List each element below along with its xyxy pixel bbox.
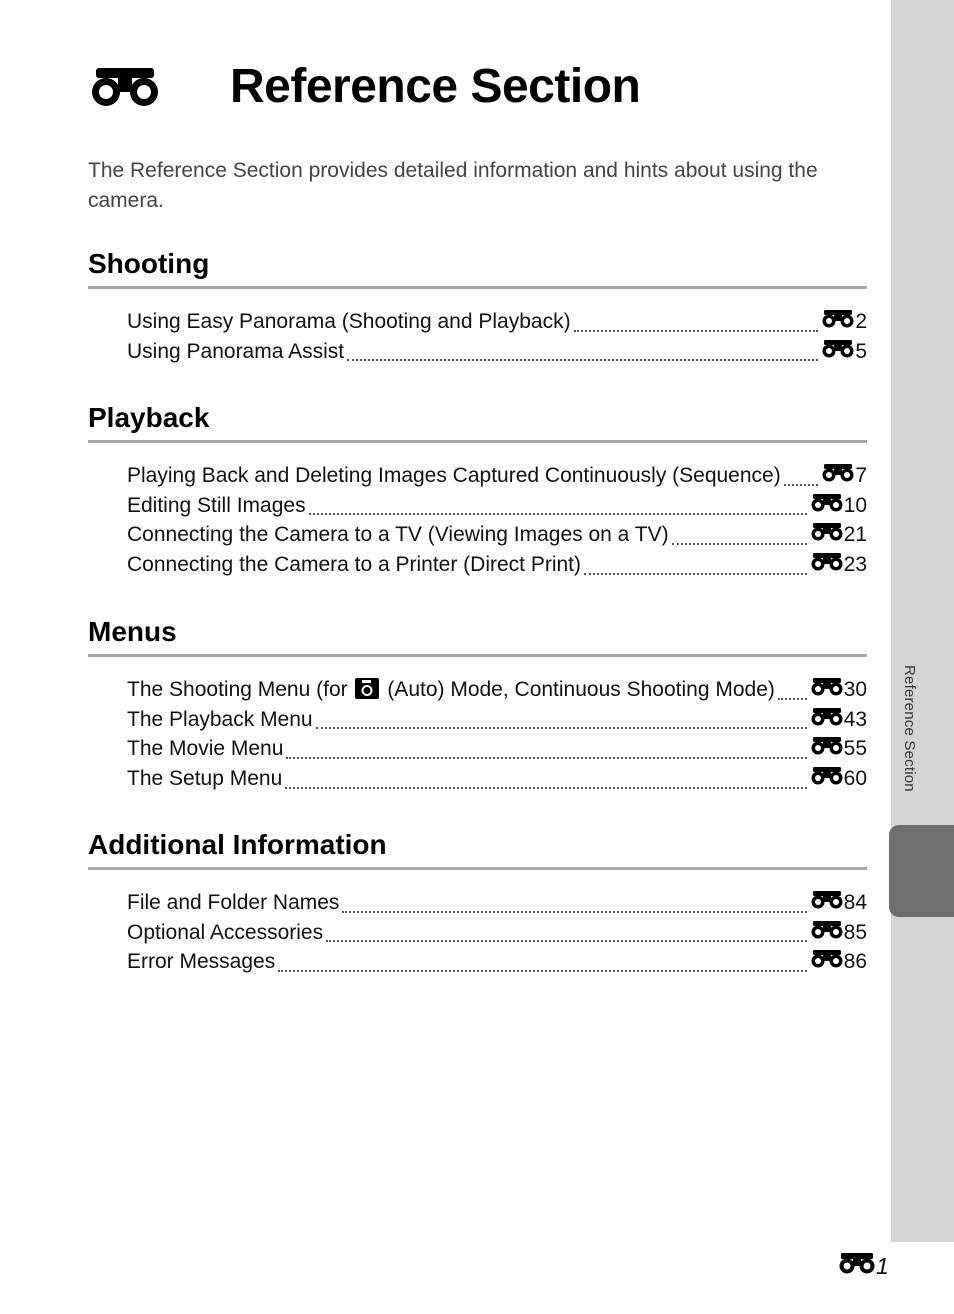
page-header bbox=[88, 56, 640, 116]
toc-page-ref bbox=[810, 677, 867, 702]
side-index-tab[interactable] bbox=[889, 825, 954, 917]
toc-entry-title: Error Messages bbox=[127, 950, 276, 974]
toc-list bbox=[88, 677, 867, 796]
binoculars-icon bbox=[810, 677, 844, 696]
section-playback bbox=[88, 400, 867, 582]
section-menus bbox=[88, 614, 867, 796]
toc-entry-title: Playing Back and Deleting Images Captured Continuously (Sequence) bbox=[127, 464, 781, 487]
side-tab-label: Reference Section bbox=[901, 665, 918, 792]
toc-entry[interactable] bbox=[127, 766, 867, 796]
toc-leader-dots bbox=[285, 786, 806, 789]
toc-entry-title: Connecting the Camera to a Printer (Direct Print) bbox=[127, 553, 582, 577]
toc-leader-dots bbox=[784, 483, 819, 486]
toc-entry[interactable] bbox=[127, 309, 867, 339]
side-index-bar bbox=[891, 0, 954, 1242]
toc-page-ref bbox=[821, 309, 867, 334]
section-heading: Menus bbox=[88, 614, 867, 657]
intro-paragraph: The Reference Section provides detailed information and hints about using the camera. bbox=[88, 159, 818, 212]
toc-page-number: 86 bbox=[843, 950, 867, 974]
toc-page-number: 84 bbox=[843, 891, 867, 914]
binoculars-icon bbox=[810, 522, 844, 541]
toc-entry[interactable] bbox=[127, 707, 867, 737]
toc-entry[interactable] bbox=[127, 677, 867, 707]
toc-entry-title: The Setup Menu bbox=[127, 767, 283, 791]
page-title: Reference Section bbox=[230, 59, 641, 113]
toc-entry-title bbox=[127, 678, 775, 702]
toc-leader-dots bbox=[584, 572, 807, 575]
toc-page-ref bbox=[821, 339, 867, 364]
toc-leader-dots bbox=[574, 329, 819, 332]
toc-page-ref bbox=[810, 493, 867, 518]
toc-page-number: 55 bbox=[843, 737, 867, 761]
toc-entry[interactable] bbox=[127, 920, 867, 950]
binoculars-icon bbox=[810, 890, 844, 909]
toc-page-number: 30 bbox=[843, 678, 867, 701]
toc-leader-dots bbox=[342, 910, 806, 913]
toc-entry-title: Using Panorama Assist bbox=[127, 339, 345, 363]
toc-entry[interactable] bbox=[127, 339, 867, 369]
toc-entry[interactable] bbox=[127, 890, 867, 920]
toc-entry-title-part: The Shooting Menu (for bbox=[127, 678, 348, 701]
toc-entry-title: The Playback Menu bbox=[127, 707, 313, 731]
toc-leader-dots bbox=[347, 358, 818, 361]
toc-entry-title-part: (Auto) Mode, Continuous Shooting Mode) bbox=[387, 678, 775, 701]
toc-page-number: 85 bbox=[843, 920, 867, 944]
toc-page-ref bbox=[810, 522, 867, 547]
toc-page-ref bbox=[810, 920, 867, 945]
binoculars-icon bbox=[821, 463, 855, 482]
toc-page-ref bbox=[810, 707, 867, 732]
toc-page-number: 10 bbox=[843, 493, 867, 517]
toc-page-ref bbox=[810, 890, 867, 915]
toc-entry[interactable] bbox=[127, 736, 867, 766]
binoculars-icon bbox=[810, 552, 844, 571]
binoculars-icon bbox=[810, 766, 844, 785]
toc-page-ref bbox=[810, 949, 867, 974]
toc-entry[interactable] bbox=[127, 493, 867, 523]
binoculars-icon bbox=[88, 62, 162, 110]
binoculars-icon bbox=[810, 493, 844, 512]
toc-page-number: 2 bbox=[855, 310, 867, 333]
binoculars-icon bbox=[810, 949, 844, 968]
page-number-value: 1 bbox=[876, 1253, 889, 1279]
section-shooting bbox=[88, 246, 867, 368]
toc-page-number: 43 bbox=[843, 707, 867, 731]
toc-leader-dots bbox=[316, 726, 807, 729]
toc-list bbox=[88, 890, 867, 979]
toc-list bbox=[88, 463, 867, 582]
toc-entry-title: The Movie Menu bbox=[127, 737, 284, 761]
toc-page-ref bbox=[810, 736, 867, 761]
toc-entry-title: File and Folder Names bbox=[127, 891, 340, 914]
toc-page-ref bbox=[810, 552, 867, 577]
toc-leader-dots bbox=[672, 542, 807, 545]
toc-leader-dots bbox=[278, 969, 806, 972]
binoculars-icon bbox=[838, 1252, 876, 1274]
binoculars-icon bbox=[810, 707, 844, 726]
toc-entry[interactable] bbox=[127, 463, 867, 493]
toc-page-number: 23 bbox=[843, 553, 867, 577]
toc-leader-dots bbox=[778, 697, 807, 700]
toc-page-ref bbox=[821, 463, 867, 488]
toc-page-number: 21 bbox=[843, 523, 867, 547]
camera-icon bbox=[355, 678, 379, 699]
toc-list bbox=[88, 309, 867, 368]
toc-entry[interactable] bbox=[127, 949, 867, 979]
toc-leader-dots bbox=[309, 512, 807, 515]
toc-entry[interactable] bbox=[127, 552, 867, 582]
page-number bbox=[838, 1252, 889, 1280]
toc-leader-dots bbox=[286, 756, 806, 759]
toc-entry-title: Optional Accessories bbox=[127, 920, 324, 944]
section-heading: Playback bbox=[88, 400, 867, 443]
toc-page-number: 5 bbox=[855, 339, 867, 363]
toc-leader-dots bbox=[326, 939, 807, 942]
binoculars-icon bbox=[810, 736, 844, 755]
toc-page-ref bbox=[810, 766, 867, 791]
section-additional-information bbox=[88, 827, 867, 979]
section-heading: Additional Information bbox=[88, 827, 867, 870]
section-heading: Shooting bbox=[88, 246, 867, 289]
toc-entry-title: Connecting the Camera to a TV (Viewing Images on a TV) bbox=[127, 523, 669, 547]
binoculars-icon bbox=[821, 309, 855, 328]
toc-entry-title: Editing Still Images bbox=[127, 493, 306, 517]
toc-entry[interactable] bbox=[127, 522, 867, 552]
toc-entry-title: Using Easy Panorama (Shooting and Playback) bbox=[127, 310, 571, 333]
toc-page-number: 60 bbox=[843, 767, 867, 791]
toc-page-number: 7 bbox=[855, 464, 867, 487]
binoculars-icon bbox=[810, 920, 844, 939]
binoculars-icon bbox=[821, 339, 855, 358]
